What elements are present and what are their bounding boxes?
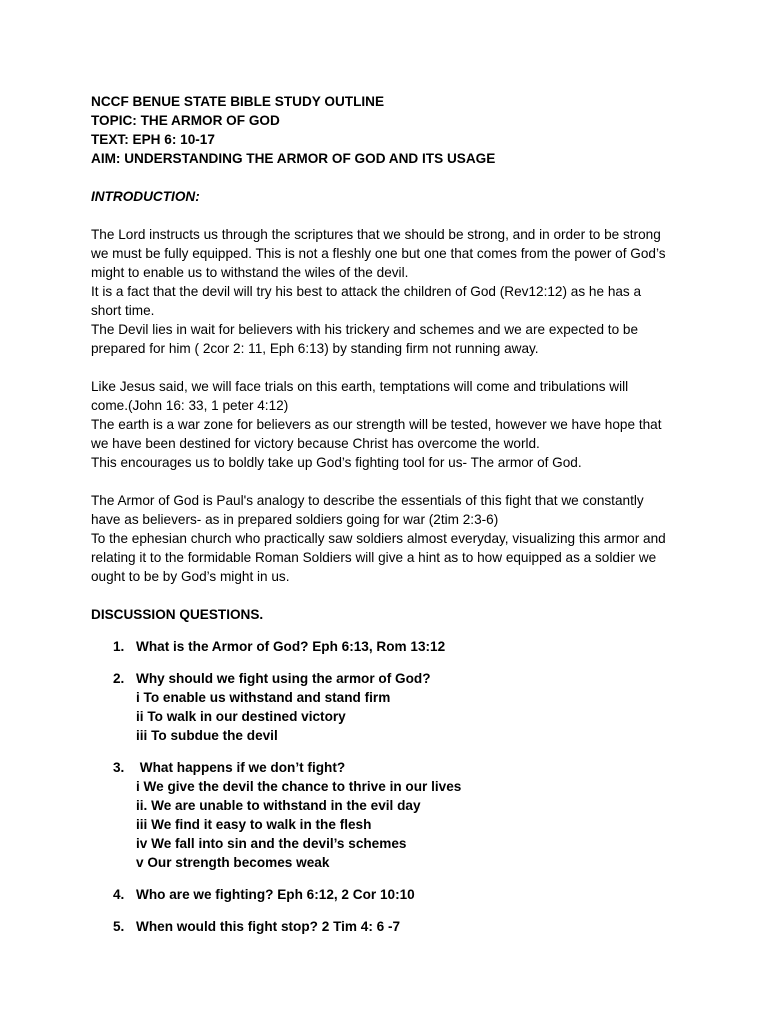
answer-line: iv We fall into sin and the devil’s schemes	[136, 836, 407, 851]
paragraph-line: we must be fully equipped. This is not a fleshly one but one that comes from the power of God’s	[91, 246, 666, 261]
introduction-heading: INTRODUCTION:	[91, 189, 200, 204]
question-text: Why should we fight using the armor of God?	[136, 671, 431, 686]
question-text: What is the Armor of God? Eph 6:13, Rom 13:12	[136, 639, 446, 654]
question-item	[91, 758, 691, 872]
paragraph-line: come.(John 16: 33, 1 peter 4:12)	[91, 398, 289, 413]
question-item	[91, 669, 691, 745]
question-item	[91, 637, 691, 656]
paragraph-line: The Armor of God is Paul's analogy to describe the essentials of this fight that we constantly	[91, 493, 644, 508]
aim-line: AIM: UNDERSTANDING THE ARMOR OF GOD AND ITS USAGE	[91, 151, 496, 166]
paragraph-line: To the ephesian church who practically saw soldiers almost everyday, visualizing this armor and	[91, 531, 666, 546]
answer-line: v Our strength becomes weak	[136, 855, 330, 870]
document-page	[91, 92, 691, 936]
answer-line: iii To subdue the devil	[136, 728, 278, 743]
document-title: NCCF BENUE STATE BIBLE STUDY OUTLINE	[91, 94, 385, 109]
paragraph-line: It is a fact that the devil will try his best to attack the children of God (Rev12:12) as he has a	[91, 284, 642, 299]
paragraph-line: The earth is a war zone for believers as our strength will be tested, however we have hope that	[91, 417, 662, 432]
discussion-questions-list	[91, 637, 691, 936]
answer-line: ii To walk in our destined victory	[136, 709, 346, 724]
question-number: 4.	[113, 887, 125, 902]
question-number: 5.	[113, 919, 125, 934]
paragraph-line: Like Jesus said, we will face trials on this earth, temptations will come and tribulations will	[91, 379, 629, 394]
question-number: 1.	[113, 639, 125, 654]
paragraph-line: short time.	[91, 303, 155, 318]
paragraph-line: ought to be by God’s might in us.	[91, 569, 290, 584]
paragraph-line: The Devil lies in wait for believers with his trickery and schemes and we are expected to be	[91, 322, 639, 337]
answer-line: i To enable us withstand and stand firm	[136, 690, 391, 705]
question-number: 2.	[113, 671, 125, 686]
document-header	[91, 92, 691, 168]
paragraph-line: prepared for him ( 2cor 2: 11, Eph 6:13) by standing firm not running away.	[91, 341, 539, 356]
question-item	[91, 885, 691, 904]
paragraph-line: we have been destined for victory because Christ has overcome the world.	[91, 436, 540, 451]
discussion-heading: DISCUSSION QUESTIONS.	[91, 607, 264, 622]
paragraph-line: The Lord instructs us through the scriptures that we should be strong, and in order to be strong	[91, 227, 661, 242]
introduction-paragraph-1	[91, 225, 691, 358]
question-text: Who are we fighting? Eph 6:12, 2 Cor 10:10	[136, 887, 415, 902]
paragraph-line: have as believers- as in prepared soldiers going for war (2tim 2:3-6)	[91, 512, 499, 527]
question-text: When would this fight stop? 2 Tim 4: 6 -7	[136, 919, 401, 934]
question-text: What happens if we don’t fight?	[136, 760, 346, 775]
introduction-paragraph-2	[91, 377, 691, 472]
paragraph-line: relating it to the formidable Roman Soldiers will give a hint as to how equipped as a soldier we	[91, 550, 657, 565]
topic-line: TOPIC: THE ARMOR OF GOD	[91, 113, 280, 128]
question-item	[91, 917, 691, 936]
question-number: 3.	[113, 760, 125, 775]
paragraph-line: This encourages us to boldly take up God’s fighting tool for us- The armor of God.	[91, 455, 582, 470]
paragraph-line: might to enable us to withstand the wiles of the devil.	[91, 265, 409, 280]
answer-line: i We give the devil the chance to thrive in our lives	[136, 779, 462, 794]
text-reference-line: TEXT: EPH 6: 10-17	[91, 132, 215, 147]
answer-line: ii. We are unable to withstand in the evil day	[136, 798, 421, 813]
introduction-paragraph-3	[91, 491, 691, 586]
answer-line: iii We find it easy to walk in the flesh	[136, 817, 372, 832]
